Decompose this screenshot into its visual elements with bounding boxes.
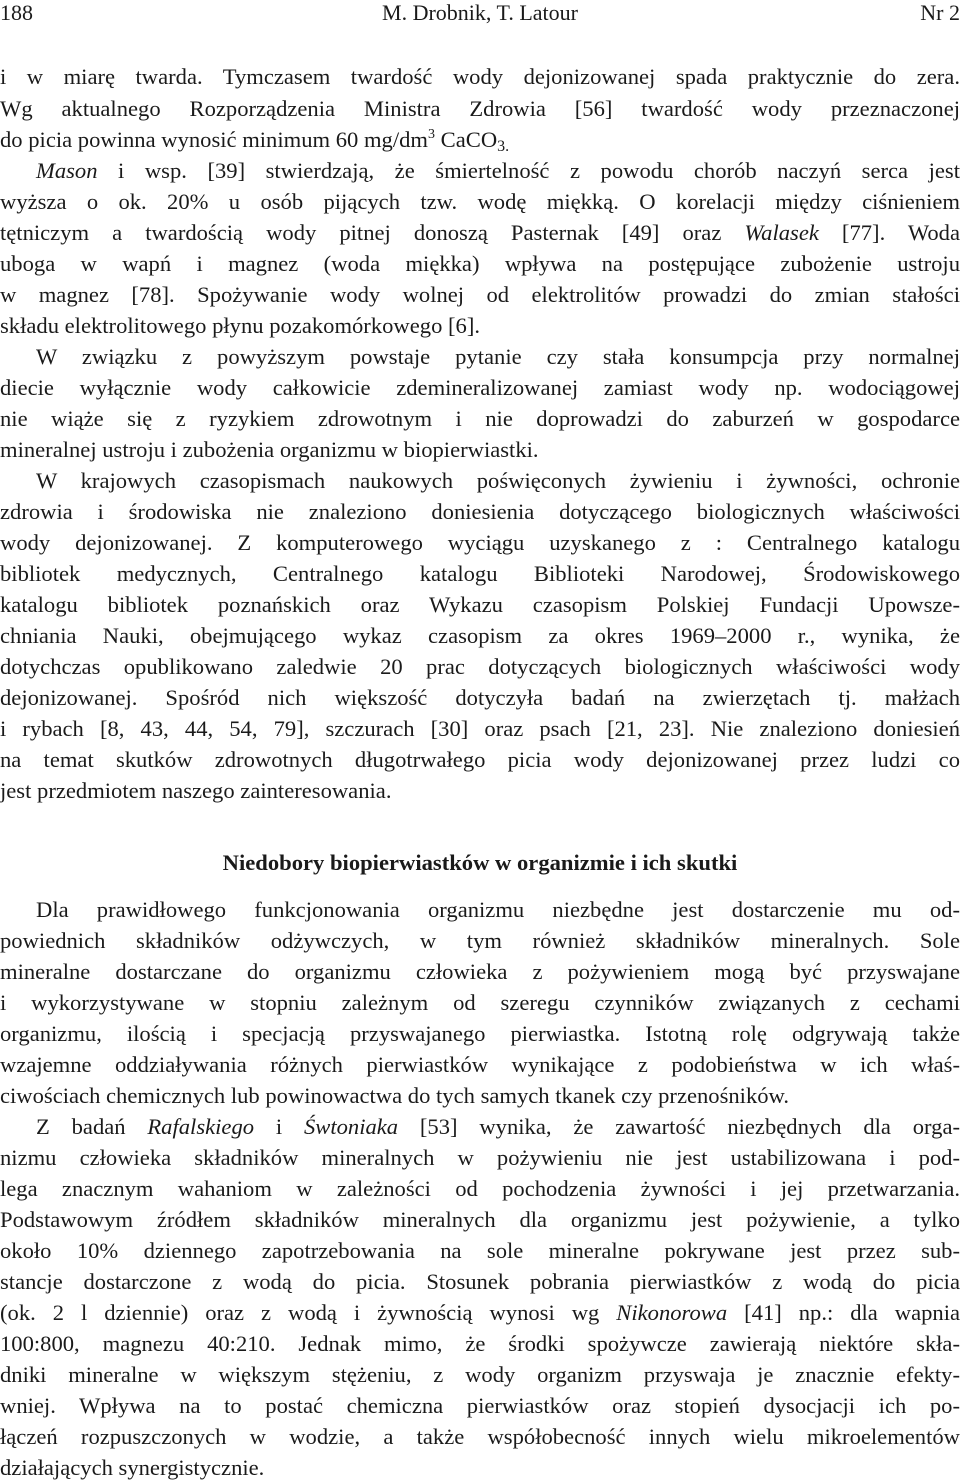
- author-name: Śwtoniaka: [303, 1114, 399, 1139]
- text-line: wyższa o ok. 20% u osób pijących tzw. wodę miękką. O korelacji między ciśnieniem: [0, 189, 960, 214]
- text-line: Wg aktualnego Rozporządzenia Ministra Zdrowia [56] twardość wody przeznaczonej: [0, 96, 960, 121]
- text-line: uboga w wapń i magnez (woda miękka) wpływa na postępujące zubożenie ustroju: [0, 251, 960, 276]
- text-line: W krajowych czasopismach naukowych poświęconych żywieniu i żywności, ochronie: [36, 468, 960, 493]
- text-run: CaCO: [435, 127, 498, 152]
- text-line: organizmu, ilością i specjacją przyswajanego pierwiastka. Istotną rolę odgrywają także: [0, 1021, 960, 1046]
- text-line: zdrowia i środowiska nie znaleziono doniesienia dotyczącego biologicznych właściwości: [0, 499, 960, 524]
- text-line: mineralne dostarczane do organizmu człowieka z pożywieniem mogą być przyswajane: [0, 959, 960, 984]
- text-run: tętniczym a twardością wody pitnej donoszą Pasternak [49] oraz: [0, 220, 745, 245]
- text-line: wniej. Wpływa na to postać chemiczna pierwiastków oraz stopień dysocjacji ich po-: [0, 1393, 960, 1418]
- text-run: [41] np.: dla wapnia: [727, 1300, 960, 1325]
- text-line: [36, 155, 960, 187]
- text-line: wzajemne oddziaływania różnych pierwiastków wynikające z podobieństwa w ich właś-: [0, 1052, 960, 1077]
- text-line: ciwościach chemicznych lub powinowactwa do tych samych tkanek czy przenośników.: [0, 1083, 790, 1108]
- text-line: bibliotek medycznych, Centralnego katalogu Biblioteki Narodowej, Środowiskowego: [0, 561, 960, 586]
- text-line: diecie wyłącznie wody całkowicie zdemineralizowanej zamiast wody np. wodociągowej: [0, 375, 960, 400]
- text-line: i wykorzystywane w stopniu zależnym od szeregu czynników związanych z cechami: [0, 990, 960, 1015]
- text-run: i wsp. [39] stwierdzają, że śmiertelność z powodu chorób naczyń serca jest: [97, 158, 960, 183]
- text-line: katalogu bibliotek poznańskich oraz Wykazu czasopism Polskiej Fundacji Upowsze-: [0, 592, 960, 617]
- text-line: lega znacznym wahaniom w zależności od pochodzenia żywności i jej przetwarzania.: [0, 1176, 960, 1201]
- text-line: składu elektrolitowego płynu pozakomórkowego [6].: [0, 313, 481, 338]
- text-line: mineralnej ustroju i zubożenia organizmu w biopierwiastki.: [0, 437, 539, 462]
- text-line: Dla prawidłowego funkcjonowania organizmu niezbędne jest dostarczenie mu od-: [36, 897, 960, 922]
- issue-number: Nr 2: [920, 0, 960, 25]
- text-line: nie wiąże się z ryzykiem zdrowotnym i nie doprowadzi do zaburzeń w gospodarce: [0, 406, 960, 431]
- text-run: [77]. Woda: [818, 220, 960, 245]
- text-line: dniki mineralne w większym stężeniu, z wody organizm przyswaja je znacznie efekty-: [0, 1362, 960, 1387]
- text-line: około 10% dziennego zapotrzebowania na sole mineralne pokrywane jest przez sub-: [0, 1238, 960, 1263]
- text-line: i w miarę twarda. Tymczasem twardość wody dejonizowanej spada praktycznie do zera.: [0, 64, 960, 89]
- text-line: [0, 1297, 960, 1329]
- page-number: 188: [0, 0, 33, 25]
- text-line: dotychczas opublikowano zaledwie 20 prac dotyczących biologicznych właściwości wody: [0, 654, 960, 679]
- author-name: Walasek: [744, 220, 819, 245]
- running-authors: M. Drobnik, T. Latour: [382, 0, 578, 25]
- text-line: Podstawowym źródłem składników mineralnych dla organizmu jest pożywienie, a tylko: [0, 1207, 960, 1232]
- text-line: jest przedmiotem naszego zainteresowania.: [0, 778, 392, 803]
- text-line: w magnez [78]. Spożywanie wody wolnej od elektrolitów prowadzi do zmian stałości: [0, 282, 960, 307]
- text-run: i: [254, 1114, 304, 1139]
- text-line: [0, 217, 960, 249]
- section-heading: Niedobory biopierwiastków w organizmie i ich skutki: [222, 850, 738, 875]
- running-header: [0, 0, 960, 26]
- author-name: Rafalskiego: [147, 1114, 255, 1139]
- text-line: łączeń rozpuszczonych w wodzie, a także współobecność innych wielu mikroelementów: [0, 1424, 960, 1449]
- author-name: Mason: [36, 158, 98, 183]
- text-line: [36, 1111, 960, 1143]
- text-line: chniania Nauki, obejmującego wykaz czasopism za okres 1969–2000 r., wynika, że: [0, 623, 960, 648]
- text-line: stancje dostarczone z wodą do picia. Stosunek pobrania pierwiastków z wodą do picia: [0, 1269, 960, 1294]
- text-line: i rybach [8, 43, 44, 54, 79], szczurach [30] oraz psach [21, 23]. Nie znaleziono doniesień: [0, 716, 960, 741]
- text-line: W związku z powyższym powstaje pytanie czy stała konsumpcja przy normalnej: [36, 344, 960, 369]
- text-line: powiednich składników odżywczych, w tym również składników mineralnych. Sole: [0, 928, 960, 953]
- superscript: 3: [428, 127, 435, 142]
- text-run: (ok. 2 l dziennie) oraz z wodą i żywnością wynosi wg: [0, 1300, 617, 1325]
- text-run: [53] wynika, że zawartość niezbędnych dla orga-: [398, 1114, 960, 1139]
- text-line: działających synergistycznie.: [0, 1455, 265, 1480]
- text-run: do picia powinna wynosić minimum 60 mg/dm: [0, 127, 428, 152]
- text-line: 100:800, magnezu 40:210. Jednak mimo, że środki spożywcze zawierają niektóre skła-: [0, 1331, 960, 1356]
- subscript: 3.: [497, 138, 510, 155]
- text-line: na temat skutków zdrowotnych długotrwałego picia wody dejonizowanej przez ludzi co: [0, 747, 960, 772]
- text-line: wody dejonizowanej. Z komputerowego wyciągu uzyskanego z : Centralnego katalogu: [0, 530, 960, 555]
- text-line: dejonizowanej. Spośród nich większość dotyczyła badań na zwierzętach tj. małżach: [0, 685, 960, 710]
- author-name: Nikonorowa: [616, 1300, 728, 1325]
- text-run: Z badań: [36, 1114, 148, 1139]
- text-line: [0, 124, 960, 156]
- text-line: nizmu człowieka składników mineralnych w pożywieniu nie jest ustabilizowana i pod-: [0, 1145, 960, 1170]
